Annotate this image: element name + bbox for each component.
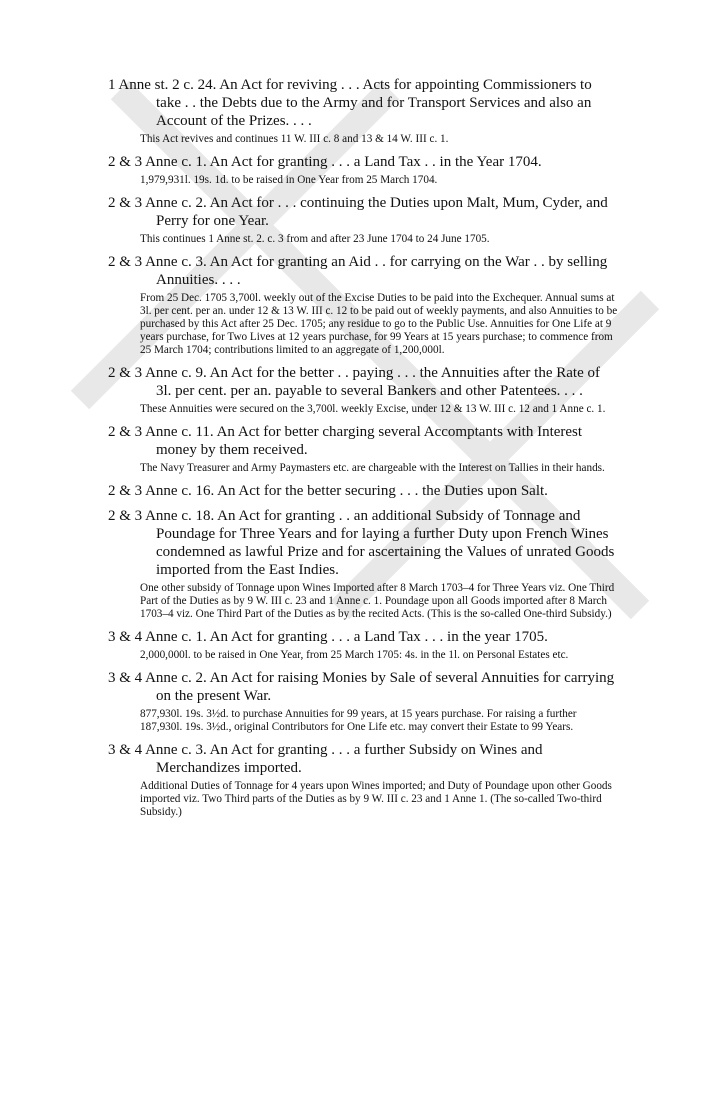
entry bbox=[108, 364, 618, 416]
act-title: 2 & 3 Anne c. 9. An Act for the better . . paying . . . the Annuities after the Rate of 3l. per cent. per an. payable to several Bankers and other Patentees. . . . bbox=[108, 365, 600, 399]
page-body bbox=[108, 76, 618, 826]
entry bbox=[108, 482, 618, 500]
entry bbox=[108, 741, 618, 819]
act-note: These Annuities were secured on the 3,700l. weekly Excise, under 12 & 13 W. III c. 12 and 1 Anne c. 1. bbox=[140, 403, 606, 415]
entry bbox=[108, 253, 618, 357]
entry bbox=[108, 153, 618, 187]
entry bbox=[108, 76, 618, 146]
act-title: 3 & 4 Anne c. 1. An Act for granting . . . a Land Tax . . . in the year 1705. bbox=[108, 629, 548, 645]
act-note: This Act revives and continues 11 W. III c. 8 and 13 & 14 W. III c. 1. bbox=[140, 133, 449, 145]
act-note: From 25 Dec. 1705 3,700l. weekly out of the Excise Duties to be paid into the Exchequer. Annual sums at 3l. per cent. per an. under 12 & 13 W. III c. 12 to be paid out of weekly payments, and also Annuities to be purchased by this Act after 25 Dec. 1705; any residue to go to the Public Use. Annuities for One Life at 9 years purchase, for Two Lives at 12 years purchase, for 99 Years at 15 years purchase; to commence from 25 March 1704; contributions limited to an aggregate of 1,200,000l. bbox=[140, 292, 618, 356]
entry bbox=[108, 507, 618, 621]
act-note: 1,979,931l. 19s. 1d. to be raised in One Year from 25 March 1704. bbox=[140, 174, 438, 186]
act-title: 2 & 3 Anne c. 16. An Act for the better securing . . . the Duties upon Salt. bbox=[108, 483, 548, 499]
act-note: This continues 1 Anne st. 2. c. 3 from and after 23 June 1704 to 24 June 1705. bbox=[140, 233, 490, 245]
act-note: 2,000,000l. to be raised in One Year, from 25 March 1705: 4s. in the 1l. on Personal Estates etc. bbox=[140, 649, 569, 661]
act-note: Additional Duties of Tonnage for 4 years upon Wines imported; and Duty of Poundage upon other Goods imported viz. Two Third parts of the Duties as by 9 W. III c. 23 and 1 Anne 1. (The so-called Two-third Subsidy.) bbox=[140, 780, 612, 818]
act-title: 2 & 3 Anne c. 11. An Act for better charging several Accomptants with Interest money by them received. bbox=[108, 424, 583, 458]
act-title: 3 & 4 Anne c. 2. An Act for raising Monies by Sale of several Annuities for carrying on the present War. bbox=[108, 670, 615, 704]
act-title: 2 & 3 Anne c. 3. An Act for granting an Aid . . for carrying on the War . . by selling Annuities. . . . bbox=[108, 254, 608, 288]
act-title: 1 Anne st. 2 c. 24. An Act for reviving . . . Acts for appointing Commissioners to take . . the Debts due to the Army and for Transport Services and also an Account of the Prizes. . . . bbox=[108, 77, 592, 129]
act-title: 2 & 3 Anne c. 18. An Act for granting . . an additional Subsidy of Tonnage and Poundage for Three Years and for laying a further Duty upon French Wines condemned as lawful Prize and for ascertaining the Values of unrated Goods imported from the East Indies. bbox=[108, 508, 615, 578]
act-note: 877,930l. 19s. 3½d. to purchase Annuities for 99 years, at 15 years purchase. For raising a further 187,930l. 19s. 3½d., original Contributors for One Life etc. may convert their Estate to 99 Years. bbox=[140, 708, 577, 733]
act-note: The Navy Treasurer and Army Paymasters etc. are chargeable with the Interest on Tallies in their hands. bbox=[140, 462, 605, 474]
entry bbox=[108, 423, 618, 475]
act-title: 3 & 4 Anne c. 3. An Act for granting . . . a further Subsidy on Wines and Merchandizes imported. bbox=[108, 742, 543, 776]
act-note: One other subsidy of Tonnage upon Wines Imported after 8 March 1703–4 for Three Years viz. One Third Part of the Duties as by 9 W. III c. 23 and 1 Anne c. 1. Poundage upon all Goods imported after 8 March 1703–4 viz. One Third Part of the Duties as by the recited Acts. (This is the so-called One-third Subsidy.) bbox=[140, 582, 615, 620]
entry bbox=[108, 628, 618, 662]
act-title: 2 & 3 Anne c. 1. An Act for granting . . . a Land Tax . . in the Year 1704. bbox=[108, 154, 542, 170]
act-title: 2 & 3 Anne c. 2. An Act for . . . continuing the Duties upon Malt, Mum, Cyder, and Perry for one Year. bbox=[108, 195, 608, 229]
entry bbox=[108, 669, 618, 734]
entry bbox=[108, 194, 618, 246]
